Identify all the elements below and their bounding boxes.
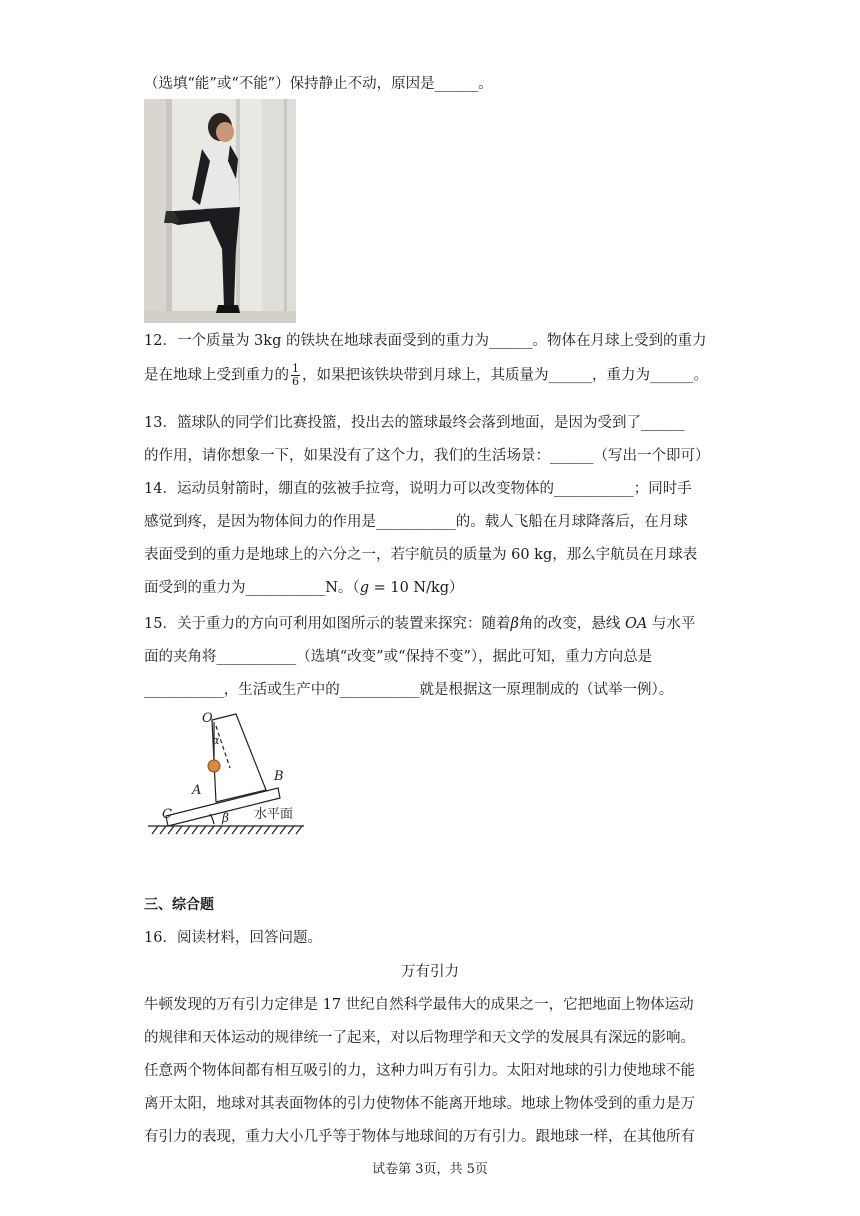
q12-line2-pre: 是在地球上受到重力的 [144, 367, 289, 384]
q15-line1-pre: 15．关于重力的方向可利用如图所示的装置来探究：随着 [144, 616, 511, 632]
article-line-4: 离开太阳，地球对其表面物体的引力使物体不能离开地球。地球上物体受到的重力是万 [144, 1096, 695, 1112]
stretching-man-photo [144, 99, 296, 323]
fraction-denominator: 6 [292, 375, 299, 388]
q11-tail: （选填“能”或“不能”）保持静止不动，原因是______。 [144, 76, 493, 92]
q15-line1-post: 与水平 [647, 616, 696, 632]
section-title: 三、综合题 [144, 897, 214, 913]
q12-line1: 12．一个质量为 3kg 的铁块在地球表面受到的重力为______。物体在月球上受到的重力 [144, 333, 707, 349]
q14-line4-post: = 10 N/kg） [368, 580, 464, 596]
fraction-numerator: 1 [292, 362, 299, 375]
label-alpha: α [212, 734, 220, 747]
q13-line1: 13．篮球队的同学们比赛投篮，投出去的篮球最终会落到地面，是因为受到了______ [144, 415, 685, 431]
one-sixth-fraction [291, 363, 300, 388]
q14-line1: 14．运动员射箭时，绷直的弦被手拉弯，说明力可以改变物体的___________；同时手 [144, 481, 692, 497]
q15-line2: 面的夹角将___________（选填“改变”或“保持不变”），据此可知，重力方向总是 [144, 649, 653, 665]
article-line-3: 任意两个物体间都有相互吸引的力，这种力叫万有引力。太阳对地球的引力使地球不能 [144, 1063, 695, 1079]
label-a: A [192, 783, 202, 798]
label-b: B [274, 769, 284, 784]
q13-line2: 的作用，请你想象一下，如果没有了这个力，我们的生活场景：______（写出一个即可） [144, 448, 710, 464]
q15-line1 [144, 614, 695, 634]
gravity-direction-diagram [144, 708, 314, 840]
q16-intro: 16．阅读材料，回答问题。 [144, 930, 322, 946]
label-horizontal-plane: 水平面 [254, 807, 294, 822]
article-title: 万有引力 [401, 964, 459, 980]
label-o: O [202, 711, 213, 726]
article-line-1: 牛顿发现的万有引力定律是 17 世纪自然科学最伟大的成果之一，它把地面上物体运动 [144, 997, 694, 1013]
page-footer: 试卷第 3页，共 5页 [372, 1162, 488, 1177]
oa-symbol: OA [624, 616, 648, 632]
q15-line3: ___________，生活或生产中的___________就是根据这一原理制成的（试举一例）。 [144, 682, 674, 698]
q14-line2: 感觉到疼，是因为物体间力的作用是___________的。载人飞船在月球降落后，在月球 [144, 514, 688, 530]
q15-line1-mid: 角的改变，悬线 [518, 616, 625, 632]
article-line-5: 有引力的表现，重力大小几乎等于物体与地球间的万有引力。跟地球一样，在其他所有 [144, 1129, 695, 1145]
q12-line2 [144, 363, 708, 388]
q14-line4-pre: 面受到的重力为___________N。（ [144, 580, 360, 596]
g-symbol: g [359, 580, 369, 596]
label-c: C [162, 807, 172, 822]
beta-symbol: β [510, 616, 519, 632]
label-beta: β [222, 811, 229, 825]
article-line-2: 的规律和天体运动的规律统一了起来，对以后物理学和天文学的发展具有深远的影响。 [144, 1030, 695, 1046]
q12-line2-post: ，如果把该铁块带到月球上，其质量为______，重力为______。 [302, 367, 708, 384]
q14-line4 [144, 578, 464, 598]
q14-line3: 表面受到的重力是地球上的六分之一，若宇航员的质量为 60 kg，那么宇航员在月球表 [144, 547, 698, 563]
